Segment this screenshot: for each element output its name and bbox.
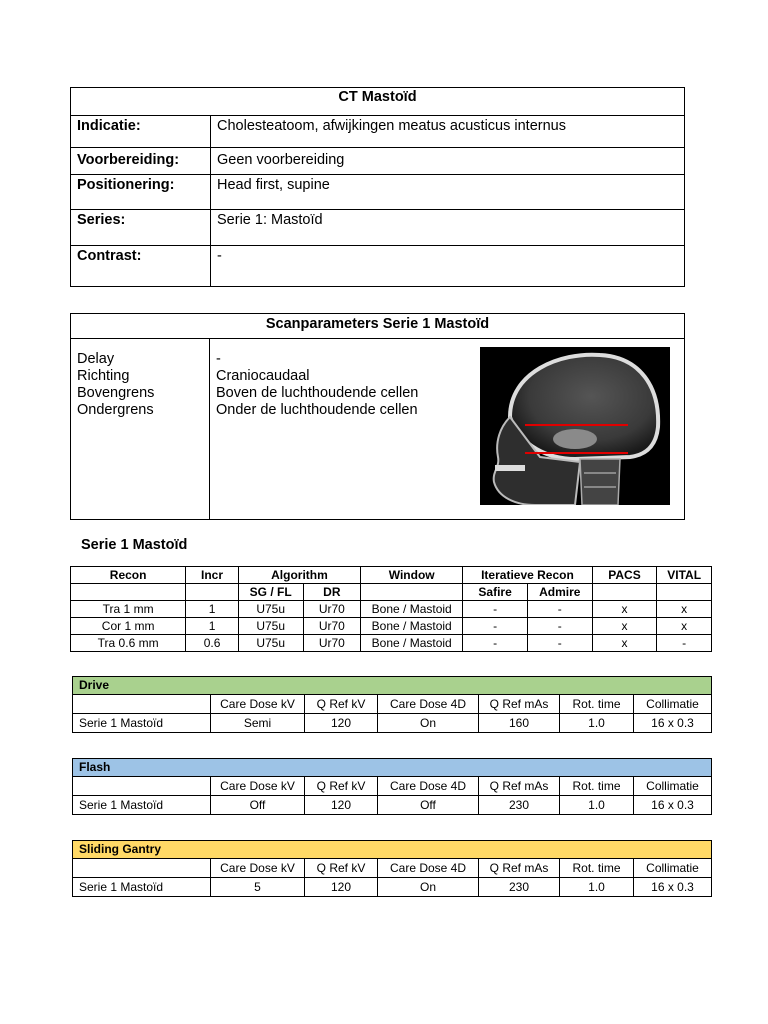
care-dose-4d-header: Care Dose 4D	[378, 695, 479, 714]
cell: Ur70	[303, 601, 361, 618]
scan-labels	[71, 339, 210, 520]
param-header-row	[73, 777, 712, 796]
scan-values	[210, 339, 685, 520]
cell: Ur70	[303, 635, 361, 652]
cell: -	[463, 601, 528, 618]
cell: Cor 1 mm	[71, 618, 186, 635]
contrast-value: -	[211, 246, 685, 287]
cell: U75u	[238, 618, 303, 635]
rot-time-header: Rot. time	[560, 777, 634, 796]
skull-xray-image	[480, 347, 670, 505]
bovengrens-label: Bovengrens	[77, 385, 155, 401]
q-ref-mas-header: Q Ref mAs	[479, 859, 560, 878]
cell: -	[527, 635, 592, 652]
table-row	[73, 878, 712, 897]
scanparameters-title: Scanparameters Serie 1 Mastoïd	[71, 314, 685, 339]
param-header-row	[73, 859, 712, 878]
table-row	[71, 601, 712, 618]
cell: 1.0	[560, 878, 634, 897]
cell: Tra 0.6 mm	[71, 635, 186, 652]
q-ref-mas-header: Q Ref mAs	[479, 777, 560, 796]
incr-header: Incr	[186, 567, 239, 584]
table-row	[71, 635, 712, 652]
ondergrens-value: Onder de luchthoudende cellen	[216, 402, 418, 418]
delay-label: Delay	[77, 351, 115, 367]
drive-table	[72, 676, 712, 733]
q-ref-kv-header: Q Ref kV	[305, 859, 378, 878]
q-ref-kv-header: Q Ref kV	[305, 695, 378, 714]
cell: Bone / Mastoid	[361, 601, 463, 618]
cell: Off	[211, 796, 305, 815]
cell: Semi	[211, 714, 305, 733]
cell: 1.0	[560, 714, 634, 733]
flash-title: Flash	[73, 759, 712, 777]
cell: x	[592, 635, 657, 652]
cell: 1.0	[560, 796, 634, 815]
cell: x	[592, 618, 657, 635]
cell: -	[527, 601, 592, 618]
safire-header: Safire	[463, 584, 528, 601]
cell: x	[592, 601, 657, 618]
richting-value: Craniocaudaal	[216, 368, 310, 384]
cell: -	[463, 635, 528, 652]
iteratieve-recon-header: Iteratieve Recon	[463, 567, 592, 584]
cell: 16 x 0.3	[634, 878, 712, 897]
vital-header: VITAL	[657, 567, 712, 584]
q-ref-mas-header: Q Ref mAs	[479, 695, 560, 714]
delay-value: -	[216, 351, 221, 367]
care-dose-4d-header: Care Dose 4D	[378, 777, 479, 796]
cell: 120	[305, 796, 378, 815]
voorbereiding-label: Voorbereiding:	[71, 148, 211, 175]
voorbereiding-value: Geen voorbereiding	[211, 148, 685, 175]
cell: 0.6	[186, 635, 239, 652]
cell: Bone / Mastoid	[361, 635, 463, 652]
indicatie-value: Cholesteatoom, afwijkingen meatus acusticus internus	[211, 116, 685, 148]
q-ref-kv-header: Q Ref kV	[305, 777, 378, 796]
cell: 230	[479, 796, 560, 815]
cell: 1	[186, 618, 239, 635]
cell: 160	[479, 714, 560, 733]
cell: On	[378, 714, 479, 733]
table-row	[73, 714, 712, 733]
positionering-label: Positionering:	[71, 175, 211, 210]
row-label: Serie 1 Mastoïd	[73, 878, 211, 897]
cell: 16 x 0.3	[634, 796, 712, 815]
param-header-row	[73, 695, 712, 714]
cell: 120	[305, 714, 378, 733]
pacs-header: PACS	[592, 567, 657, 584]
protocol-table	[70, 87, 685, 287]
drive-band	[73, 677, 712, 695]
sliding-gantry-band	[73, 841, 712, 859]
cell: 1	[186, 601, 239, 618]
cell: x	[657, 618, 712, 635]
sliding-gantry-table	[72, 840, 712, 897]
cell: -	[527, 618, 592, 635]
algorithm-header: Algorithm	[238, 567, 360, 584]
rot-time-header: Rot. time	[560, 859, 634, 878]
cell: On	[378, 878, 479, 897]
care-dose-kv-header: Care Dose kV	[211, 695, 305, 714]
collimatie-header: Collimatie	[634, 859, 712, 878]
flash-table	[72, 758, 712, 815]
flash-band	[73, 759, 712, 777]
cell: Ur70	[303, 618, 361, 635]
positionering-value: Head first, supine	[211, 175, 685, 210]
row-label: Serie 1 Mastoïd	[73, 796, 211, 815]
protocol-title: CT Mastoïd	[71, 88, 685, 116]
care-dose-kv-header: Care Dose kV	[211, 859, 305, 878]
cell: Off	[378, 796, 479, 815]
care-dose-4d-header: Care Dose 4D	[378, 859, 479, 878]
cell: Tra 1 mm	[71, 601, 186, 618]
collimatie-header: Collimatie	[634, 695, 712, 714]
cell: U75u	[238, 601, 303, 618]
cell: -	[657, 635, 712, 652]
recon-header: Recon	[71, 567, 186, 584]
cell: 230	[479, 878, 560, 897]
recon-table	[70, 566, 712, 652]
cell: x	[657, 601, 712, 618]
series-label: Series:	[71, 210, 211, 246]
serie-title: Serie 1 Mastoïd	[81, 537, 188, 553]
row-label: Serie 1 Mastoïd	[73, 714, 211, 733]
care-dose-kv-header: Care Dose kV	[211, 777, 305, 796]
drive-title: Drive	[73, 677, 712, 695]
admire-header: Admire	[527, 584, 592, 601]
sliding-gantry-title: Sliding Gantry	[73, 841, 712, 859]
cell: 5	[211, 878, 305, 897]
cell: U75u	[238, 635, 303, 652]
cell: 16 x 0.3	[634, 714, 712, 733]
dr-header: DR	[303, 584, 361, 601]
recon-subheader-row	[71, 584, 712, 601]
table-row	[71, 618, 712, 635]
indicatie-label: Indicatie:	[71, 116, 211, 148]
sgfl-header: SG / FL	[238, 584, 303, 601]
ondergrens-label: Ondergrens	[77, 402, 154, 418]
rot-time-header: Rot. time	[560, 695, 634, 714]
window-header: Window	[361, 567, 463, 584]
recon-header-row	[71, 567, 712, 584]
table-row	[73, 796, 712, 815]
bovengrens-value: Boven de luchthoudende cellen	[216, 385, 419, 401]
scanparameters-table	[70, 313, 685, 520]
series-value: Serie 1: Mastoïd	[211, 210, 685, 246]
contrast-label: Contrast:	[71, 246, 211, 287]
richting-label: Richting	[77, 368, 130, 384]
collimatie-header: Collimatie	[634, 777, 712, 796]
cell: 120	[305, 878, 378, 897]
cell: Bone / Mastoid	[361, 618, 463, 635]
cell: -	[463, 618, 528, 635]
